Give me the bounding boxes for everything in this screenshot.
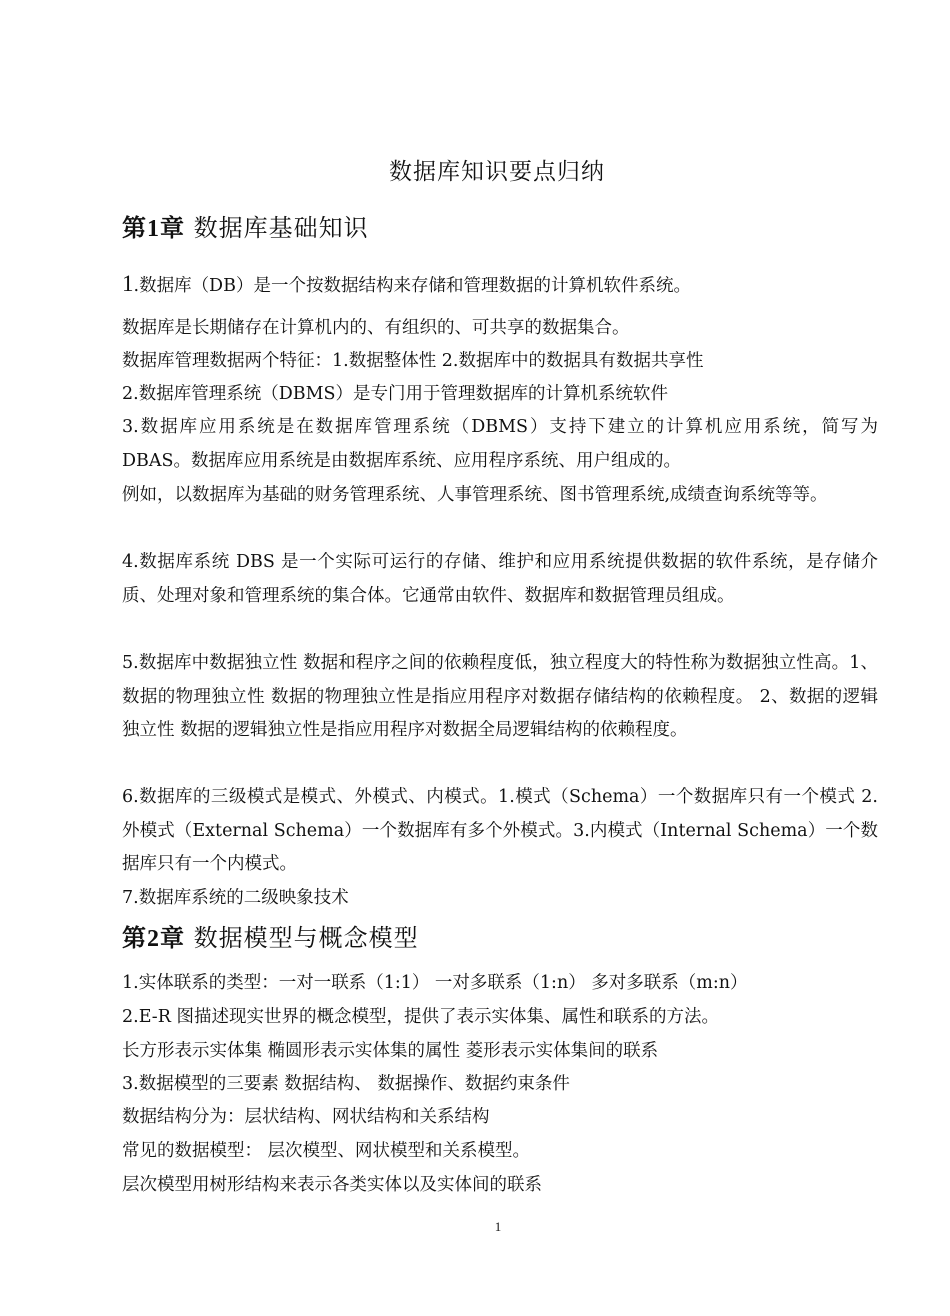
ch2-paragraph: 长方形表示实体集 椭圆形表示实体集的属性 菱形表示实体集间的联系 [122,1041,659,1061]
chapter-1-heading [122,208,369,243]
ch2-paragraph: 层次模型用树形结构来表示各类实体以及实体间的联系 [122,1175,542,1195]
ch2-paragraph: 数据结构分为：层状结构、网状结构和关系结构 [122,1107,490,1127]
chapter-2-heading [122,918,419,953]
ch1-lead-text: .数据库（DB）是一个按数据结构来存储和管理数据的计算机软件系统。 [133,276,691,296]
ch2-paragraph: 常见的数据模型： 层次模型、网状模型和关系模型。 [122,1141,531,1161]
ch1-paragraph: 数据库是长期储存在计算机内的、有组织的、可共享的数据集合。 [122,318,630,338]
ch2-paragraph: 2.E-R 图描述现实世界的概念模型，提供了表示实体集、属性和联系的方法。 [122,1007,719,1027]
ch1-lead-paragraph [122,267,878,304]
document-title: 数据库知识要点归纳 [389,159,605,185]
ch2-paragraph: 1.实体联系的类型：一对一联系（1:1） 一对多联系（1:n） 多对多联系（m:n） [122,973,748,993]
ch1-paragraph: 2.数据库管理系统（DBMS）是专门用于管理数据库的计算机系统软件 [122,384,668,404]
chapter-1-name: 数据库基础知识 [185,214,369,242]
ch1-paragraph: 例如，以数据库为基础的财务管理系统、人事管理系统、图书管理系统,成绩查询系统等等。 [122,485,828,505]
ch1-paragraph: 3.数据库应用系统是在数据库管理系统（DBMS）支持下建立的计算机应用系统，简写为 DBAS。数据库应用系统是由数据库系统、应用程序系统、用户组成的。 [122,417,878,471]
chapter-2-name: 数据模型与概念模型 [185,924,419,952]
ch1-paragraph: 4.数据库系统 DBS 是一个实际可运行的存储、维护和应用系统提供数据的软件系统，是存储介质、处理对象和管理系统的集合体。它通常由软件、数据库和数据管理员组成。 [122,552,878,606]
chapter-1-number: 第1章 [122,216,185,242]
ch2-paragraph: 3.数据模型的三要素 数据结构、 数据操作、数据约束条件 [122,1074,570,1094]
ch1-paragraph: 5.数据库中数据独立性 数据和程序之间的依赖程度低，独立程度大的特性称为数据独立性高。1、数据的物理独立性 数据的物理独立性是指应用程序对数据存储结构的依赖程度。 2、数据的逻辑独立性 数据的逻辑独立性是指应用程序对数据全局逻辑结构的依赖程度。 [122,653,878,740]
ch1-paragraph: 6.数据库的三级模式是模式、外模式、内模式。1.模式（Schema）一个数据库只有一个模式 2.外模式（External Schema）一个数据库有多个外模式。3.内模式（Internal Schema）一个数据库只有一个内模式。 [122,787,878,874]
chapter-2-number: 第2章 [122,926,185,952]
page-number: 1 [494,1219,502,1234]
ch1-paragraph: 7.数据库系统的二级映象技术 [122,888,349,908]
ch1-lead-number: 1 [122,271,134,296]
ch1-paragraph: 数据库管理数据两个特征：1.数据整体性 2.数据库中的数据具有数据共享性 [122,351,704,371]
